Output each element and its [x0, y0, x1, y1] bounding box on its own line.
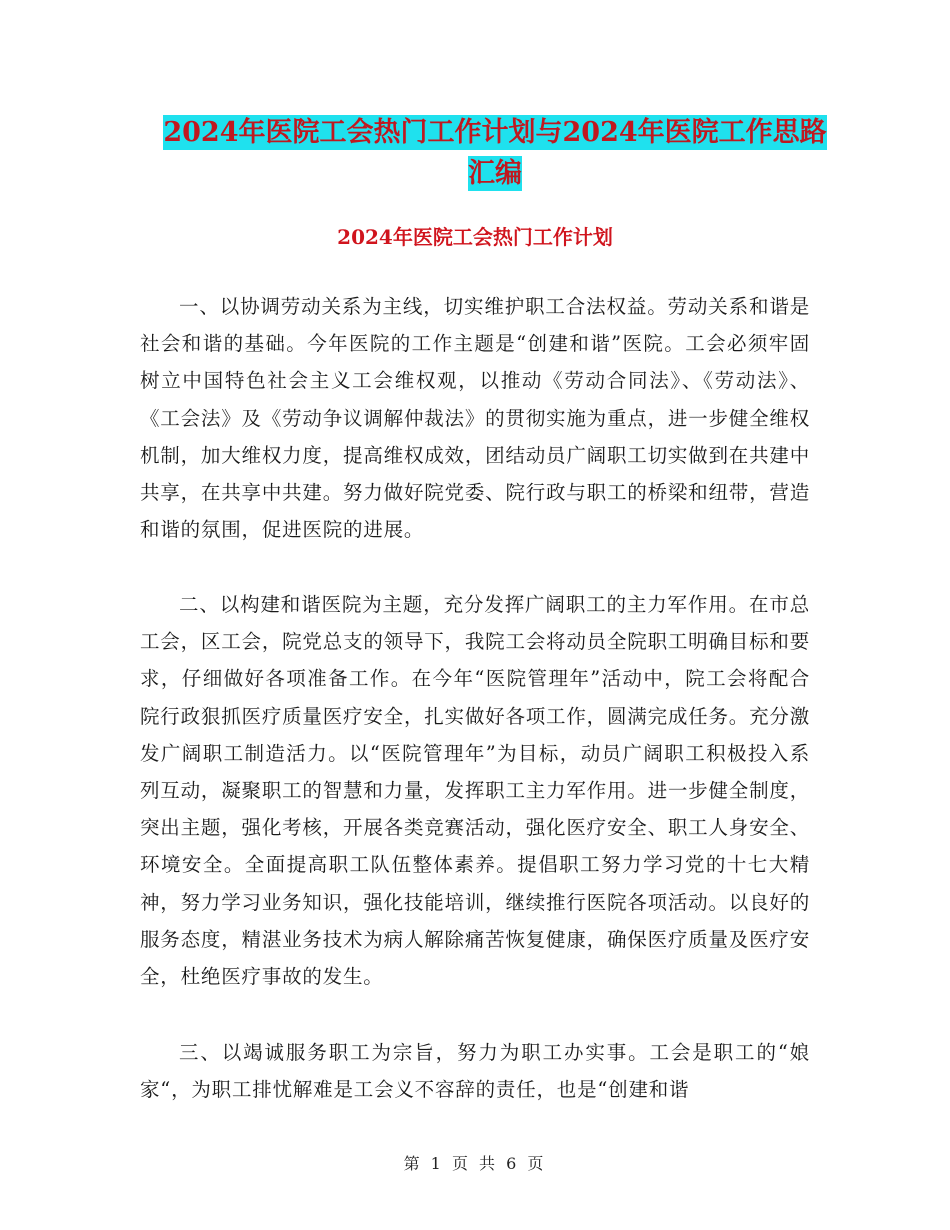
document-title-text-2: 汇编: [468, 158, 522, 189]
paragraph-1: 一、以协调劳动关系为主线，切实维护职工合法权益。劳动关系和谐是社会和谐的基础。今年医院的工作主题是“创建和谐”医院。工会必须牢固树立中国特色社会主义工会维权观，以推动《劳动合同法》、《劳动法》、《工会法》及《劳动争议调解仲裁法》的贯彻实施为重点，进一步健全维权机制，加大维权力度，提高维权成效，团结动员广阔职工切实做到在共建中共享，在共享中共建。努力做好院党委、院行政与职工的桥梁和纽带，营造和谐的氛围，促进医院的进展。: [140, 295, 810, 542]
document-title-text-1: 2024年医院工会热门工作计划与2024年医院工作思路: [163, 117, 827, 148]
page-number-footer: 第 1 页 共 6 页: [403, 1154, 547, 1173]
paragraph-2: 二、以构建和谐医院为主题，充分发挥广阔职工的主力军作用。在市总工会，区工会，院党总支的领导下，我院工会将动员全院职工明确目标和要求，仔细做好各项准备工作。在今年“医院管理年”活动中，院工会将配合院行政狠抓医疗质量医疗安全，扎实做好各项工作，圆满完成任务。充分激发广阔职工制造活力。以“医院管理年”为目标，动员广阔职工积极投入系列互动，凝聚职工的智慧和力量，发挥职工主力军作用。进一步健全制度，突出主题，强化考核，开展各类竞赛活动，强化医疗安全、职工人身安全、环境安全。全面提高职工队伍整体素养。提倡职工努力学习党的十七大精神，努力学习业务知识，强化技能培训，继续推行医院各项活动。以良好的服务态度，精湛业务技术为病人解除痛苦恢复健康，确保医疗质量及医疗安全，杜绝医疗事故的发生。: [140, 593, 810, 989]
document-title-line-1: [140, 111, 850, 155]
document-title-line-2: [140, 152, 850, 196]
section-title: 2024年医院工会热门工作计划: [337, 225, 613, 249]
paragraph-3: 三、以竭诚服务职工为宗旨，努力为职工办实事。工会是职工的“娘家“，为职工排忧解难是工会义不容辞的责任，也是“创建和谐: [140, 1041, 810, 1102]
